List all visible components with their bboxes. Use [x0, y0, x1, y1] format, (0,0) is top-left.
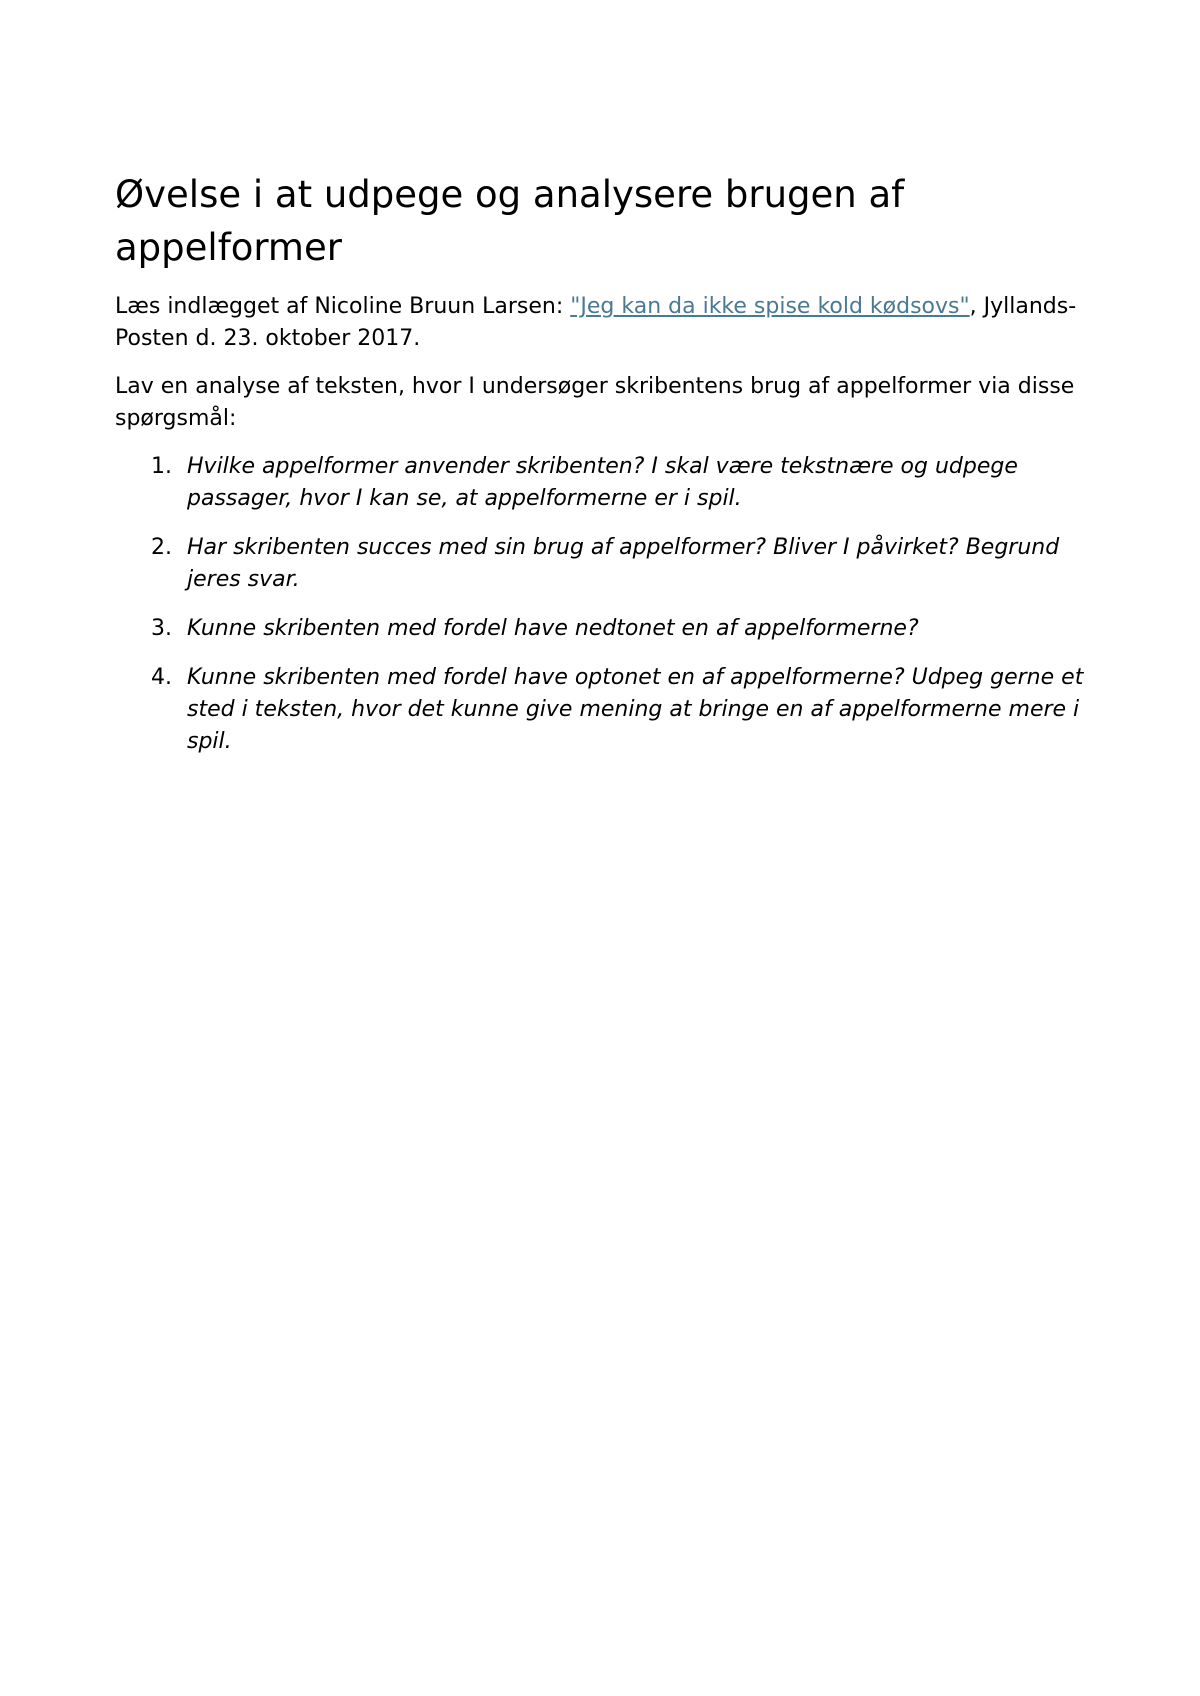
document-page [115, 168, 1090, 775]
instructions-paragraph: Lav en analyse af teksten, hvor I undersøger skribentens brug af appelformer via disse spørgsmål: [115, 374, 1075, 431]
document-title: Øvelse i at udpege og analysere brugen af appelformer [115, 173, 905, 269]
question-text: Hvilke appelformer anvender skribenten? I skal være tekstnære og udpege passager, hvor I kan se, at appelformerne er i spil. [187, 454, 1018, 511]
intro-paragraph [115, 291, 1090, 355]
question-item-4 [115, 662, 1090, 758]
question-number: 3. [151, 616, 172, 641]
question-item-2 [115, 532, 1090, 596]
intro-text: Læs indlægget af Nicoline Bruun Larsen: [115, 294, 571, 319]
question-text: Kunne skribenten med fordel have nedtonet en af appelformerne? [187, 616, 919, 641]
question-text: Kunne skribenten med fordel have optonet en af appelformerne? Udpeg gerne et sted i teksten, hvor det kunne give mening at bringe en af appelformerne mere i spil. [187, 665, 1084, 754]
question-number: 4. [151, 665, 172, 690]
article-link[interactable]: "Jeg kan da ikke spise kold kødsovs" [570, 294, 970, 319]
intro-source-text: , Jyllands-Posten d. 23. oktober 2017. [115, 294, 1077, 351]
question-item-1 [115, 451, 1090, 515]
question-text: Har skribenten succes med sin brug af appelformer? Bliver I påvirket? Begrund jeres svar. [187, 535, 1060, 592]
question-item-3 [115, 613, 1090, 645]
question-number: 2. [151, 535, 172, 560]
question-number: 1. [151, 454, 172, 479]
question-list [115, 451, 1090, 758]
